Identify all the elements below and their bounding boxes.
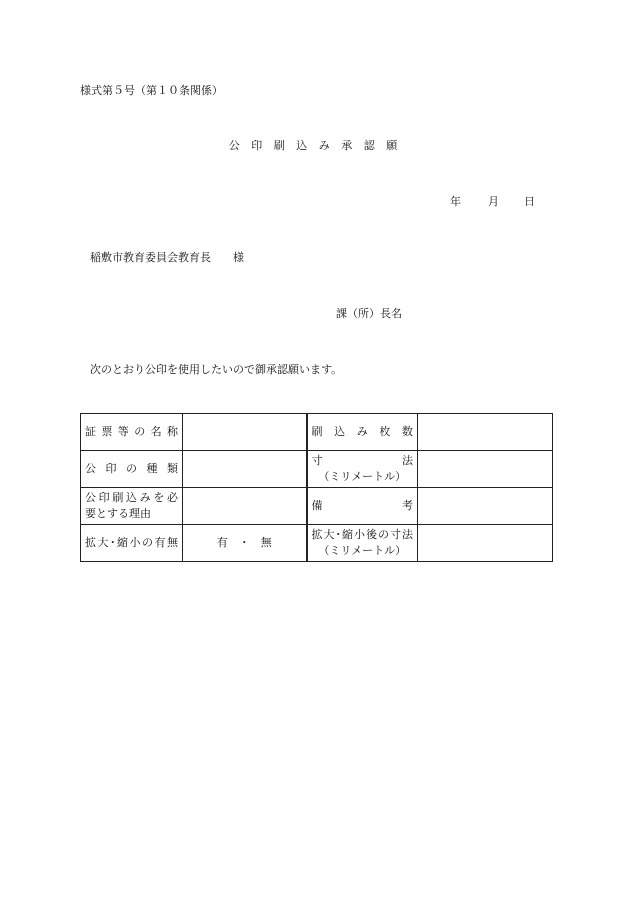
value-certificate-name[interactable]	[183, 414, 307, 451]
label-remarks: 備 考	[307, 488, 418, 525]
form-number: 様式第５号（第１０条関係）	[80, 84, 223, 97]
addressee	[90, 249, 244, 265]
label-dimensions: 寸 法 （ミリメートル）	[307, 451, 418, 488]
value-remarks[interactable]	[418, 488, 553, 525]
label-resized-dimensions: 拡大･縮小後の寸法 （ミリメートル）	[307, 525, 418, 562]
table-row	[81, 451, 553, 488]
application-table	[80, 413, 553, 562]
label-certificate-name: 証票等の名称	[81, 414, 183, 451]
body-text: 次のとおり公印を使用したいので御承認願います。	[90, 363, 343, 376]
value-seal-type[interactable]	[183, 451, 307, 488]
value-resized-dimensions[interactable]	[418, 525, 553, 562]
date-line	[450, 193, 535, 209]
label-resize: 拡大･縮小の有無	[81, 525, 183, 562]
table-row	[81, 488, 553, 525]
label-print-count: 刷込み枚数	[307, 414, 418, 451]
value-dimensions[interactable]	[418, 451, 553, 488]
table-row	[81, 414, 553, 451]
label-reason: 公印刷込みを必 要とする理由	[81, 488, 183, 525]
value-print-count[interactable]	[418, 414, 553, 451]
value-reason[interactable]	[183, 488, 307, 525]
document-title: 公 印 刷 込 み 承 認 願	[228, 139, 402, 152]
label-seal-type: 公印の種類	[81, 451, 183, 488]
applicant-label: 課（所）長名	[336, 307, 402, 320]
addressee-honorific: 様	[233, 251, 244, 264]
value-resize-choice[interactable]: 有 ・ 無	[183, 525, 307, 562]
date-year: 年	[450, 195, 461, 208]
date-day: 日	[524, 195, 535, 208]
table-row	[81, 525, 553, 562]
addressee-name: 稲敷市教育委員会教育長	[90, 251, 211, 264]
date-month: 月	[488, 195, 499, 208]
